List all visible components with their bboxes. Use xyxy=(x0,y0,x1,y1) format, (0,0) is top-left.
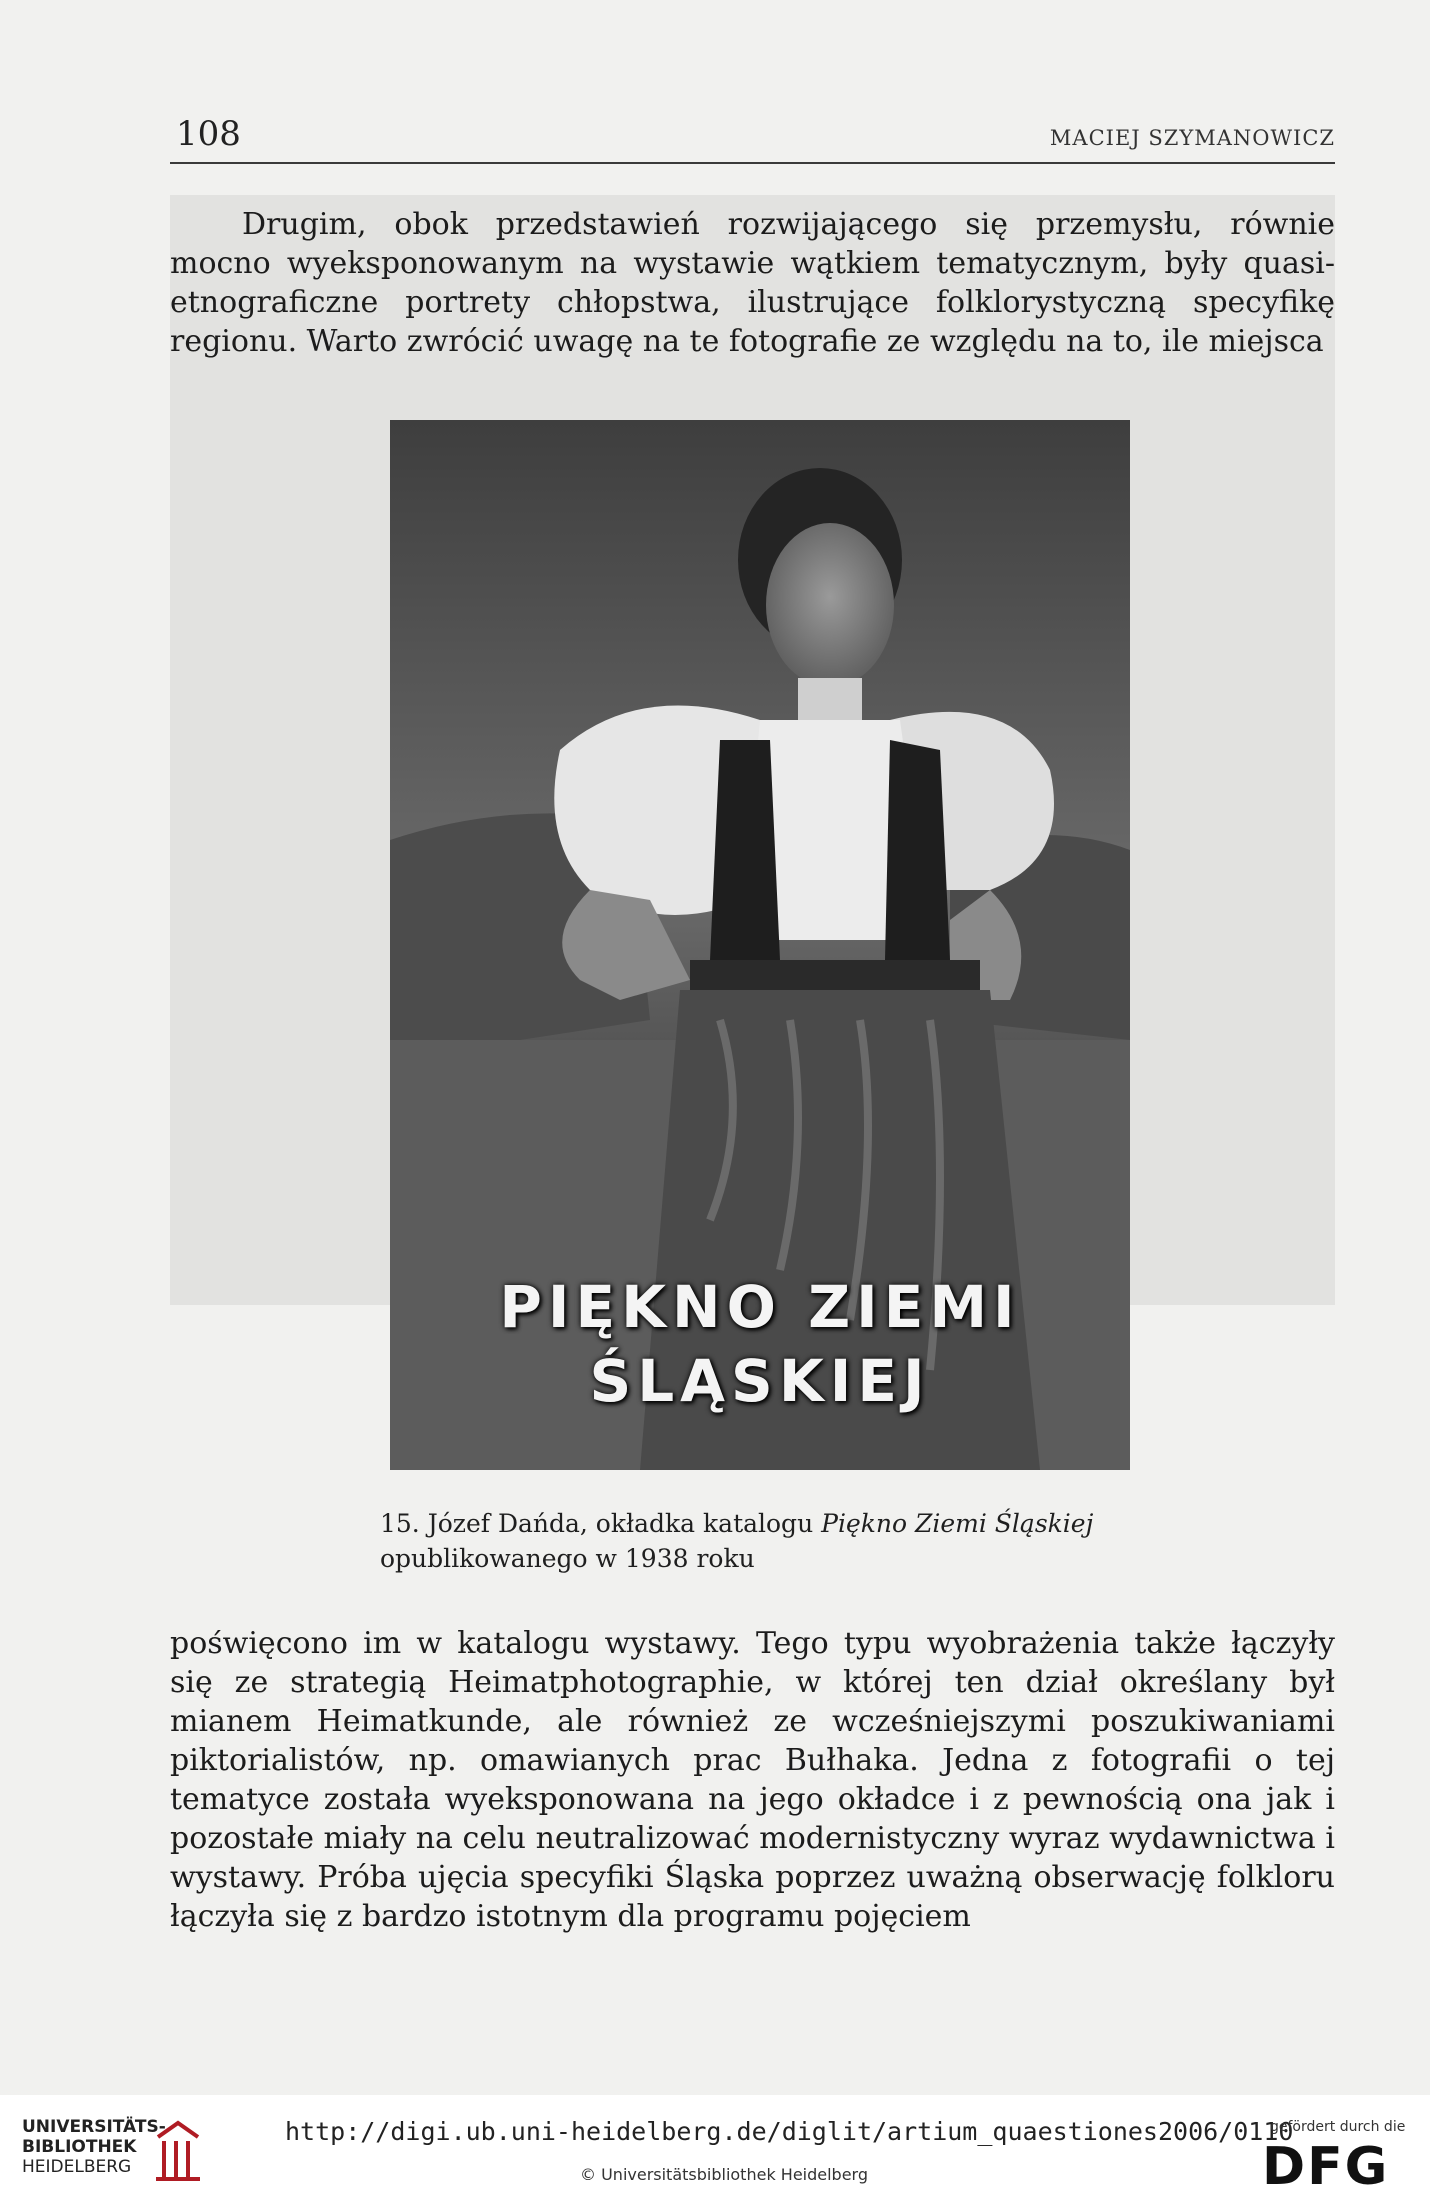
page-header xyxy=(170,112,1335,164)
library-name xyxy=(22,2117,166,2177)
face xyxy=(766,523,894,687)
dfg-logo: DFG xyxy=(1262,2137,1390,2197)
page-number: 108 xyxy=(176,114,241,154)
document-url-link[interactable]: http://digi.ub.uni-heidelberg.de/diglit/artium_quaestiones2006/0110 xyxy=(285,2117,1294,2146)
library-name-line-3: HEIDELBERG xyxy=(22,2157,132,2177)
figure-caption xyxy=(380,1506,1140,1576)
library-name-line-2: BIBLIOTHEK xyxy=(22,2137,137,2157)
caption-title: Piękno Ziemi Śląskiej xyxy=(821,1509,1094,1538)
body-text-bottom xyxy=(170,1624,1335,1936)
bodice-right xyxy=(885,740,950,960)
library-name-line-1: UNIVERSITÄTS- xyxy=(22,2117,166,2137)
cover-title-line-1: PIĘKNO ZIEMI xyxy=(499,1273,1021,1341)
caption-prefix: 15. Józef Dańda, okładka katalogu xyxy=(380,1509,822,1538)
copyright-notice: © Universitätsbibliothek Heidelberg xyxy=(580,2165,869,2184)
caption-suffix: opublikowanego w 1938 roku xyxy=(380,1544,755,1573)
library-logo-icon xyxy=(148,2117,208,2183)
paragraph-bottom: poświęcono im w katalogu wystawy. Tego typu wyobrażenia także łączyły się ze strategią Heimatphotographie, w której ten dział określany był mianem Heimatkunde, ale również ze wcześniejszymi poszukiwaniami piktorialistów, np. omawianych prac Bułhaka. Jedna z fotografii o tej tematyce została wyeksponowana na jego okładce i z pewnością ona jak i pozostałe miały na celu neutralizować modernistyczny wyraz wydawnictwa i wystawy. Próba ujęcia specyfiki Śląska poprzez uważną obserwację folkloru łączyła się z bardzo istotnym dla programu pojęciem xyxy=(170,1626,1335,1934)
belt xyxy=(690,960,980,990)
collar xyxy=(798,678,862,724)
bodice-left xyxy=(710,740,780,960)
viewer-footer xyxy=(0,2095,1430,2209)
funding-note: gefördert durch die xyxy=(1270,2119,1406,2135)
cover-title-line-2: ŚLĄSKIEJ xyxy=(589,1347,931,1415)
cover-title xyxy=(390,1270,1130,1418)
catalog-cover-figure xyxy=(390,420,1130,1470)
paragraph-top: Drugim, obok przedstawień rozwijającego się przemysłu, równie mocno wyeksponowanym na wystawie wątkiem tematycznym, były quasi-etnograficzne portrety chłopstwa, ilustrujące folklorystyczną specyfikę regionu. Warto zwrócić uwagę na te fotografie ze względu na to, ile miejsca xyxy=(170,207,1335,359)
body-text-top xyxy=(170,205,1335,361)
running-head: MACIEJ SZYMANOWICZ xyxy=(1049,126,1335,150)
